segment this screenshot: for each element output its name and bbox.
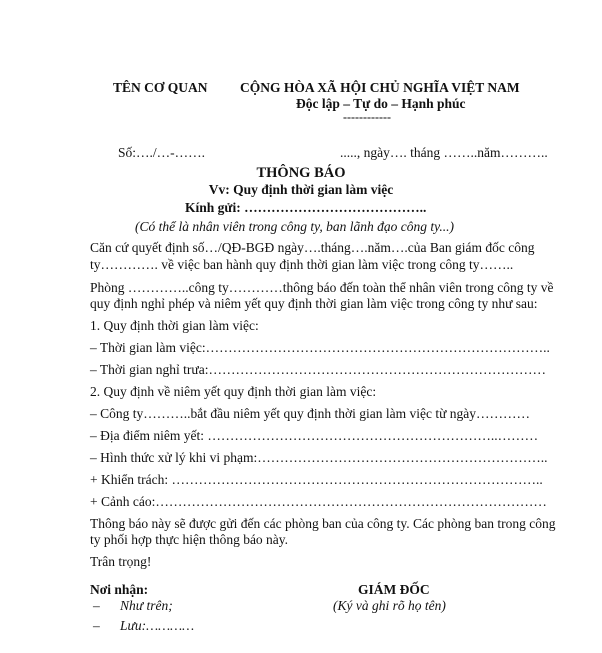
recipients-label: Nơi nhận: — [90, 582, 149, 597]
recipient-2-dash: – — [93, 618, 100, 633]
document-number: Số:…./…-……. — [118, 145, 206, 160]
country-name: CỘNG HÒA XÃ HỘI CHỦ NGHĨA VIỆT NAM — [240, 80, 520, 95]
paragraph-basis-line-2: ty…………. về việc ban hành quy định thời gian làm việc trong công ty…….. — [90, 257, 514, 272]
signer-title: GIÁM ĐỐC — [358, 582, 430, 597]
motto-underline: ------------ — [343, 110, 391, 124]
closing-line-1: Thông báo này sẽ được gửi đến các phòng ban của công ty. Các phòng ban trong công — [90, 516, 556, 531]
section-1-title: 1. Quy định thời gian làm việc: — [90, 318, 259, 333]
document-title: THÔNG BÁO — [256, 165, 346, 181]
section-1-item-working-time: – Thời gian làm việc:………………………………………………………………….. — [90, 340, 550, 355]
signer-note: (Ký và ghi rõ họ tên) — [333, 598, 446, 613]
national-motto: Độc lập – Tự do – Hạnh phúc — [296, 96, 466, 111]
section-2-item-warning: + Cảnh cáo:…………………………………………………………………………… — [90, 494, 547, 509]
document-subject: Vv: Quy định thời gian làm việc — [208, 182, 394, 197]
section-2-item-location: – Địa điểm niêm yết: ………………………………………………………..……… — [90, 428, 539, 443]
section-2-item-start-date: – Công ty………..bắt đầu niêm yết quy định thời gian làm việc từ ngày………… — [90, 406, 531, 421]
section-2-item-penalty: – Hình thức xử lý khi vi phạm:……………………………………………………….. — [90, 450, 548, 465]
section-2-item-reprimand: + Khiển trách: ……………………………………………………………………….. — [90, 472, 543, 487]
paragraph-announce-line-1: Phòng …………..công ty…………thông báo đến toàn thể nhân viên trong công ty về — [90, 280, 554, 295]
section-1-item-lunch-break: – Thời gian nghỉ trưa:………………………………………………………………… — [90, 362, 546, 377]
recipient-1-dash: – — [93, 598, 100, 613]
agency-name: TÊN CƠ QUAN — [113, 80, 208, 95]
recipient-1: Như trên; — [120, 598, 173, 613]
addressee-note: (Có thể là nhân viên trong công ty, ban lãnh đạo công ty...) — [135, 219, 454, 234]
paragraph-announce-line-2: quy định nghỉ phép và niêm yết quy định thời gian làm việc trong công ty như sau: — [90, 296, 538, 311]
paragraph-basis-line-1: Căn cứ quyết định số…/QĐ-BGĐ ngày….tháng….năm….của Ban giám đốc công — [90, 240, 535, 255]
section-2-title: 2. Quy định về niêm yết quy định thời gian làm việc: — [90, 384, 377, 399]
closing-line-2: ty phối hợp thực hiện thông báo này. — [90, 532, 289, 547]
recipient-2: Lưu:………… — [120, 618, 195, 633]
document-date: ....., ngày…. tháng ……..năm……….. — [340, 145, 548, 160]
addressee-line: Kính gửi: ………………………………….. — [185, 200, 427, 215]
regards-text: Trân trọng! — [90, 554, 152, 569]
